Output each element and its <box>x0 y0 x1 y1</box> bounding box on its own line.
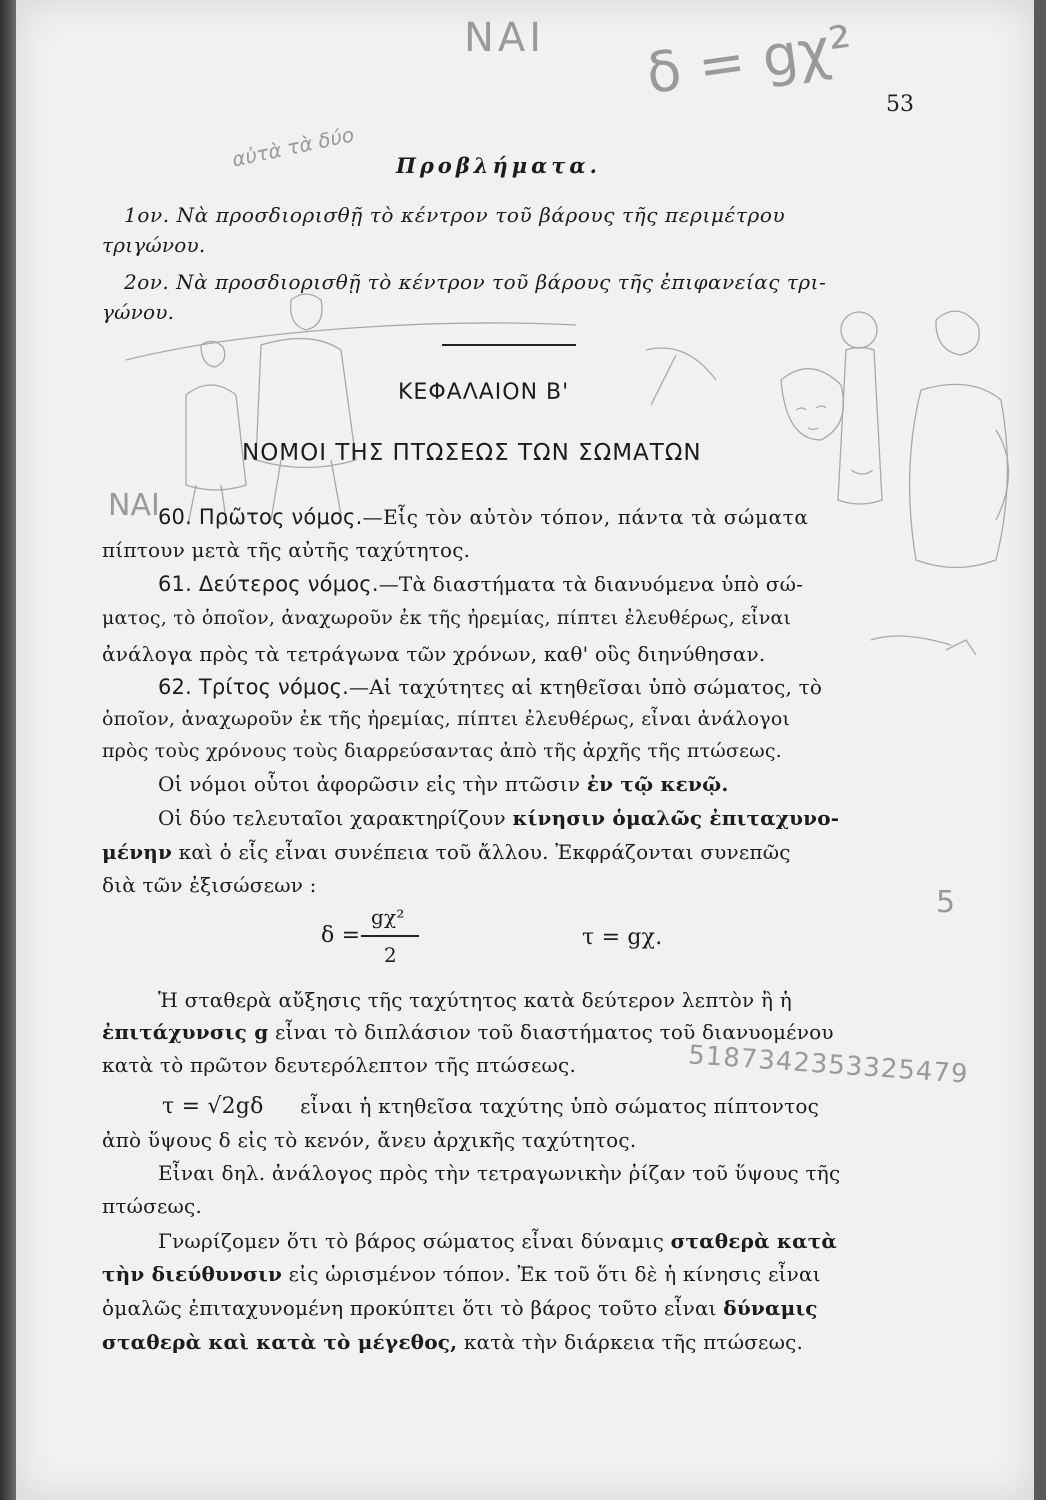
weight-bold-3: δύναμις <box>723 1296 818 1320</box>
equation-numerator: gχ² <box>371 905 405 929</box>
velocity-formula: τ = √2gδ <box>162 1094 264 1119</box>
vacuum-remark-text: Οἱ νόμοι οὗτοι ἀφορῶσιν εἰς τὴν πτῶσιν <box>158 772 581 796</box>
chapter-label: ΚΕΦΑΛΑΙΟΝ Β' <box>398 380 570 405</box>
velocity-text-1: εἶναι ἡ κτηθεῖσα ταχύτης ὑπὸ σώματος πίπτοντος <box>300 1094 820 1118</box>
law-62-line-2: ὁποῖον, ἀναχωροῦν ἐκ τῆς ἠρεμίας, πίπτει ἐλευθέρως, εἶναι ἀνάλογοι <box>102 708 791 730</box>
weight-line-3 <box>102 1296 818 1320</box>
motion-line-1 <box>158 806 839 830</box>
pencil-note-margin-60: ΝΑΙ <box>108 488 160 523</box>
pencil-note-top: ΝΑΙ <box>464 15 546 61</box>
weight-text-4: κατὰ τὴν διάρκεια τῆς πτώσεως. <box>463 1330 804 1354</box>
velocity-line-3: Εἶναι δηλ. ἀνάλογος πρὸς τὴν τετραγωνικὴν ῥίζαν τοῦ ὕψους τῆς <box>158 1161 841 1185</box>
accel-line-3: κατὰ τὸ πρῶτον δευτερόλεπτον τῆς πτώσεως. <box>102 1053 577 1077</box>
pencil-note-heading: αὐτὰ τὰ δύο <box>229 122 357 172</box>
law-62-text-1: —Αἱ ταχύτητες αἱ κτηθεῖσαι ὑπὸ σώματος, τὸ <box>349 675 823 699</box>
problem-2-line-2: γώνου. <box>102 300 175 324</box>
equation-denominator: 2 <box>384 943 397 967</box>
law-61-line-1 <box>158 572 803 596</box>
weight-text-2: εἰς ὡρισμένον τόπον. Ἐκ τοῦ ὅτι δὲ ἡ κίνησις εἶναι <box>288 1262 821 1286</box>
motion-line-3: διὰ τῶν ἐξισώσεων : <box>102 873 317 897</box>
pencil-note-right-margin: 5 <box>936 885 956 920</box>
velocity-line-1 <box>162 1094 819 1119</box>
pencil-note-numbers: 5187342353325479 <box>687 1040 970 1090</box>
motion-bold-2: μένην <box>102 840 173 864</box>
scan-edge <box>0 0 16 1500</box>
problems-heading: Προβλήματα. <box>396 153 601 178</box>
law-62-line-1 <box>158 675 822 699</box>
document-page <box>16 0 1034 1500</box>
law-60-line-1 <box>158 505 808 529</box>
law-61-line-3: ἀνάλογα πρὸς τὰ τετράγωνα τῶν χρόνων, καθ' οὓς διηνύθησαν. <box>102 642 766 666</box>
motion-text-2: καὶ ὁ εἷς εἶναι συνέπεια τοῦ ἄλλου. Ἐκφράζονται συνεπῶς <box>178 840 791 864</box>
equation-lhs: δ = <box>321 923 361 948</box>
fraction-bar <box>361 935 419 937</box>
law-61-text-1: —Τὰ διαστήματα τὰ διανυόμενα ὑπὸ σώ- <box>378 572 804 596</box>
velocity-line-2: ἀπὸ ὕψους δ εἰς τὸ κενόν, ἄνευ ἀρχικῆς ταχύτητος. <box>102 1128 637 1152</box>
weight-line-4 <box>102 1330 803 1354</box>
motion-text-1: Οἱ δύο τελευταῖοι χαρακτηρίζουν <box>158 806 506 830</box>
chapter-title: ΝΟΜΟΙ ΤΗΣ ΠΤΩΣΕΩΣ ΤΩΝ ΣΩΜΑΤΩΝ <box>242 440 702 466</box>
weight-line-1 <box>158 1229 837 1253</box>
law-61-heading: 61. Δεύτερος νόμος. <box>158 572 379 596</box>
law-61-line-2: ματος, τὸ ὁποῖον, ἀναχωροῦν ἐκ τῆς ἠρεμίας, πίπτει ἐλευθέρως, εἶναι <box>102 607 792 629</box>
law-62-heading: 62. Τρίτος νόμος. <box>158 675 350 699</box>
law-62-line-3: πρὸς τοὺς χρόνους τοὺς διαρρεύσαντας ἀπὸ τῆς ἀρχῆς τῆς πτώσεως. <box>102 740 782 762</box>
weight-text-1: Γνωρίζομεν ὅτι τὸ βάρος σώματος εἶναι δύναμις <box>158 1229 664 1253</box>
velocity-line-4: πτώσεως. <box>102 1194 202 1218</box>
accel-text-2: εἶναι τὸ διπλάσιον τοῦ διαστήματος τοῦ διανυομένου <box>274 1020 834 1044</box>
weight-text-3: ὁμαλῶς ἐπιταχυνομένη προκύπτει ὅτι τὸ βάρος τοῦτο εἶναι <box>102 1296 717 1320</box>
law-60-text-1: —Εἷς τὸν αὐτὸν τόπον, πάντα τὰ σώματα <box>362 505 809 529</box>
problem-1-line-1: 1ον. Νὰ προσδιορισθῇ τὸ κέντρον τοῦ βάρους τῆς περιμέτρου <box>124 203 786 227</box>
vacuum-remark-bold: ἐν τῷ κενῷ. <box>586 772 729 796</box>
problem-2-line-1: 2ον. Νὰ προσδιορισθῇ τὸ κέντρον τοῦ βάρους τῆς ἐπιφανείας τρι- <box>124 270 827 294</box>
law-60-heading: 60. Πρῶτος νόμος. <box>158 505 363 529</box>
weight-bold-1: σταθερὰ κατὰ <box>670 1229 837 1253</box>
weight-bold-4: σταθερὰ καὶ κατὰ τὸ μέγεθος, <box>102 1330 458 1354</box>
law-60-line-2: πίπτουν μετὰ τῆς αὐτῆς ταχύτητος. <box>102 538 471 562</box>
accel-line-2 <box>102 1020 834 1044</box>
motion-bold-1: κίνησιν ὁμαλῶς ἐπιταχυνο- <box>512 806 840 830</box>
accel-bold: ἐπιτάχυνσις g <box>102 1020 269 1044</box>
motion-line-2 <box>102 840 791 864</box>
equation-velocity: τ = gχ. <box>582 925 663 950</box>
accel-line-1: Ἡ σταθερὰ αὔξησις τῆς ταχύτητος κατὰ δεύτερον λεπτὸν ἢ ἡ <box>158 988 792 1012</box>
pencil-note-top-right: δ = gχ² <box>642 13 857 108</box>
weight-bold-2: τὴν διεύθυνσιν <box>102 1262 283 1286</box>
weight-line-2 <box>102 1262 821 1286</box>
vacuum-remark <box>158 772 729 796</box>
problem-1-line-2: τριγώνου. <box>102 233 206 257</box>
section-divider <box>442 344 576 346</box>
page-number: 53 <box>886 92 914 117</box>
